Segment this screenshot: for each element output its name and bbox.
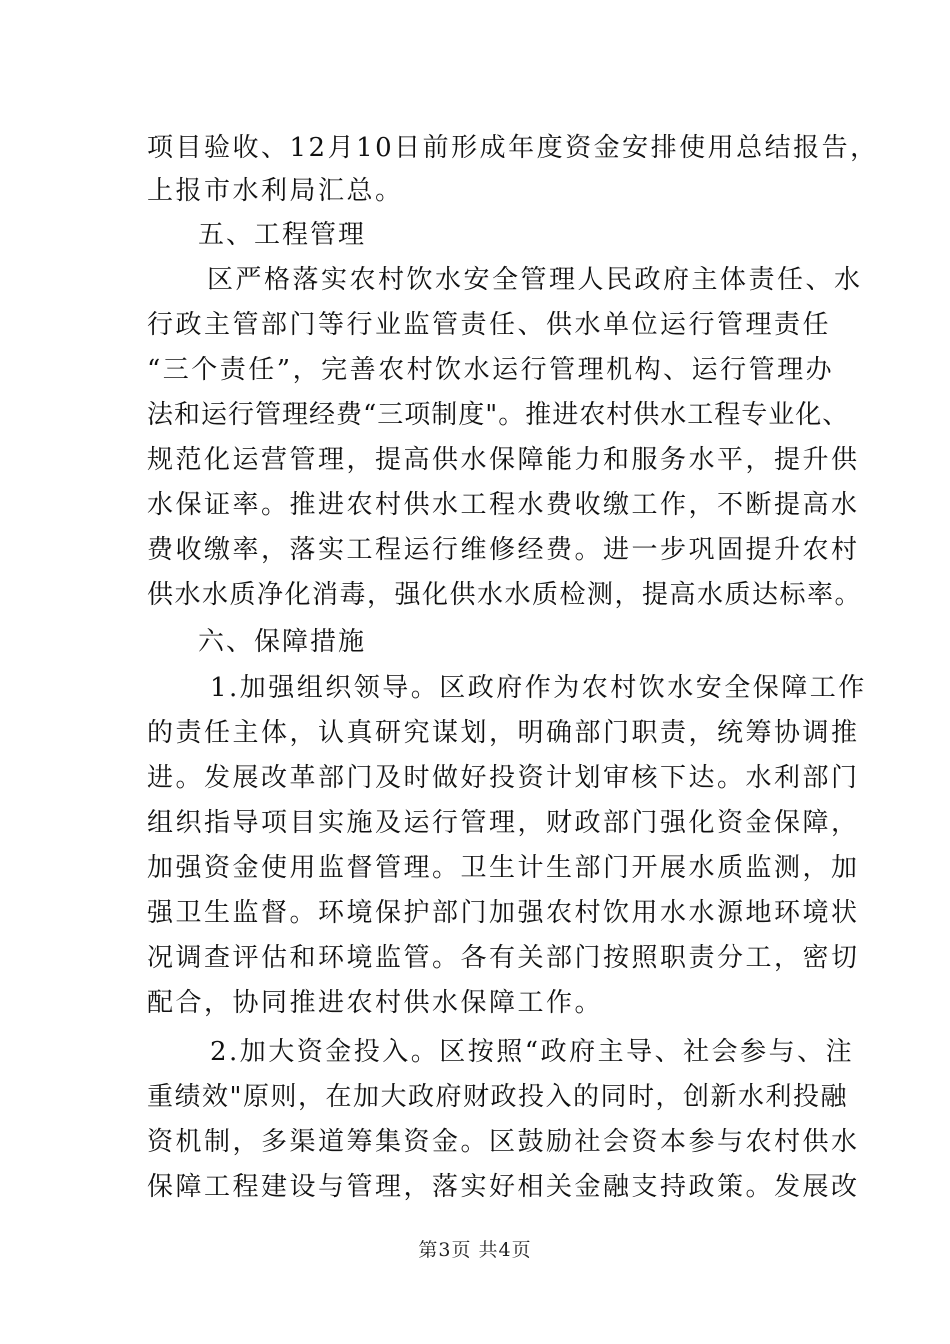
- text-line: 上报市水利局汇总。: [147, 176, 404, 206]
- text-line: 行政主管部门等行业监管责任、供水单位运行管理责任: [147, 310, 832, 340]
- text-line: 配合，协同推进农村供水保障工作。: [147, 988, 604, 1018]
- section-heading-engineering-management: 五、工程管理: [198, 220, 367, 250]
- text-line: 况调查评估和环境监管。各有关部门按照职责分工，密切: [147, 943, 860, 973]
- text-line: “三个责任”，完善农村饮水运行管理机构、运行管理办: [147, 355, 835, 385]
- text-line: 强卫生监督。环境保护部门加强农村饮用水水源地环境状: [147, 898, 860, 928]
- text-line: 进。发展改革部门及时做好投资计划审核下达。水利部门: [147, 763, 860, 793]
- text-line: 1.加强组织领导。区政府作为农村饮水安全保障工作: [210, 673, 867, 703]
- text-line: 资机制，多渠道筹集资金。区鼓励社会资本参与农村供水: [147, 1127, 860, 1157]
- text-line: 组织指导项目实施及运行管理，财政部门强化资金保障，: [147, 808, 860, 838]
- text-line: 水保证率。推进农村供水工程水费收缴工作，不断提高水: [147, 490, 860, 520]
- text-line: 项目验收、12月10日前形成年度资金安排使用总结报告，: [147, 133, 879, 163]
- text-line: 法和运行管理经费“三项制度"。推进农村供水工程专业化、: [147, 400, 850, 430]
- text-line: 费收缴率，落实工程运行维修经费。进一步巩固提升农村: [147, 535, 860, 565]
- text-line: 供水水质净化消毒，强化供水水质检测，提高水质达标率。: [147, 580, 863, 610]
- text-line: 加强资金使用监督管理。卫生计生部门开展水质监测，加: [147, 853, 860, 883]
- text-line: 2.加大资金投入。区按照“政府主导、社会参与、注: [210, 1037, 855, 1067]
- text-line: 保障工程建设与管理，落实好相关金融支持政策。发展改: [147, 1172, 860, 1202]
- text-line: 区严格落实农村饮水安全管理人民政府主体责任、水: [207, 265, 863, 295]
- text-line: 规范化运营管理，提高供水保障能力和服务水平，提升供: [147, 445, 860, 475]
- section-heading-safeguard-measures: 六、保障措施: [198, 627, 367, 657]
- page-number-footer: 第3页 共4页: [418, 1239, 532, 1261]
- text-line: 的责任主体，认真研究谋划，明确部门职责，统筹协调推: [147, 718, 860, 748]
- text-line: 重绩效"原则，在加大政府财政投入的同时，创新水利投融: [147, 1082, 848, 1112]
